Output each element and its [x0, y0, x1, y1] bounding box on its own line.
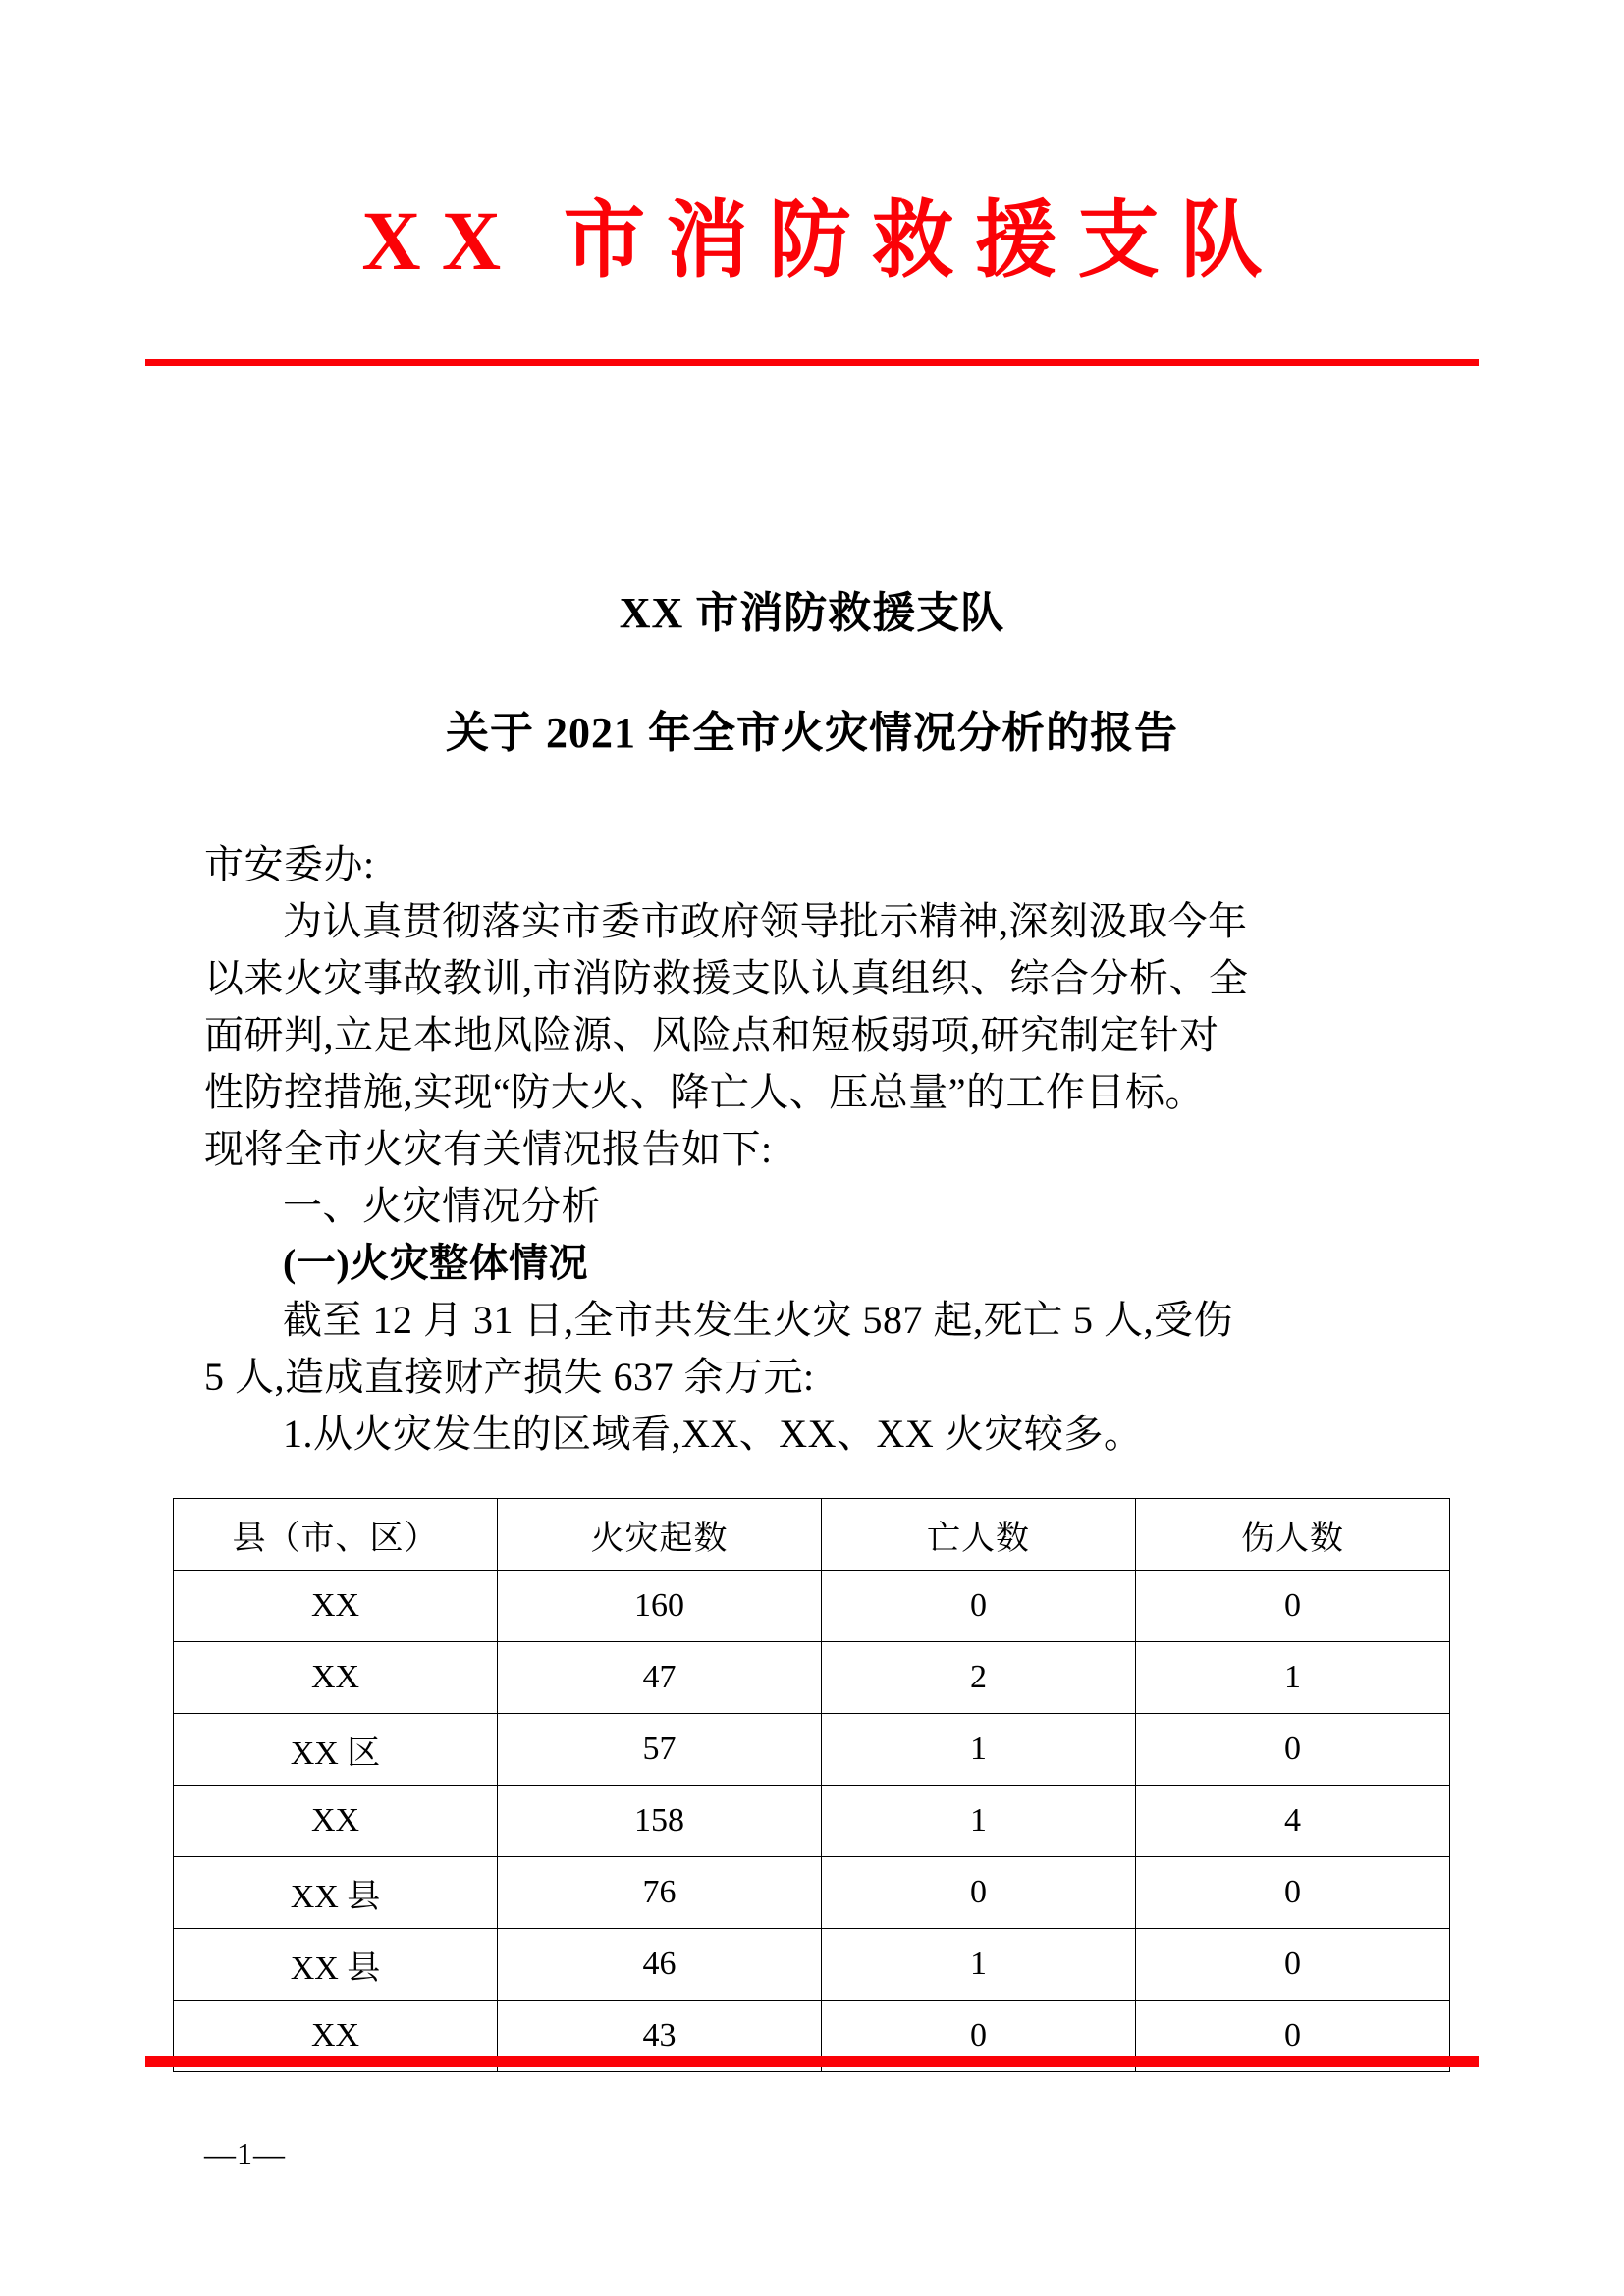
cell-region: XX 县	[174, 1857, 498, 1929]
cell-injuries: 0	[1136, 2001, 1450, 2072]
cell-fire-count: 46	[498, 1929, 822, 2001]
table-row	[174, 1857, 1450, 1929]
cell-fire-count: 76	[498, 1857, 822, 1929]
cell-deaths: 0	[822, 1857, 1136, 1929]
document-title-line-1: XX 市消防救援支队	[619, 589, 1005, 637]
table-row	[174, 1642, 1450, 1714]
table-header-row	[174, 1499, 1450, 1571]
table-row	[174, 1929, 1450, 2001]
cell-region: XX	[174, 2001, 498, 2072]
cell-injuries: 0	[1136, 1571, 1450, 1642]
cell-region: XX 县	[174, 1929, 498, 2001]
document-body	[204, 836, 1430, 1463]
cell-deaths: 1	[822, 1786, 1136, 1857]
footer-red-rule	[145, 2056, 1479, 2067]
masthead-title: XX 市消防救援支队	[361, 193, 1284, 288]
table-header-fire-count: 火灾起数	[498, 1499, 822, 1571]
table-header-region: 县（市、区）	[174, 1499, 498, 1571]
table-header-injuries: 伤人数	[1136, 1499, 1450, 1571]
cell-injuries: 1	[1136, 1642, 1450, 1714]
cell-region: XX 区	[174, 1714, 498, 1786]
masthead-red-rule	[145, 359, 1479, 366]
section-heading-1: 一、火灾情况分析	[283, 1184, 601, 1228]
table-row	[174, 1714, 1450, 1786]
paragraph1-line-2: 以来火灾事故教训,市消防救援支队认真组织、综合分析、全	[204, 956, 1249, 1000]
paragraph1-line-5: 现将全市火灾有关情况报告如下:	[204, 1127, 773, 1171]
cell-fire-count: 57	[498, 1714, 822, 1786]
page-number: —1—	[204, 2136, 286, 2171]
cell-deaths: 2	[822, 1642, 1136, 1714]
cell-fire-count: 160	[498, 1571, 822, 1642]
cell-fire-count: 43	[498, 2001, 822, 2072]
fire-statistics-table	[173, 1498, 1450, 2072]
paragraph1-line-3: 面研判,立足本地风险源、风险点和短板弱项,研究制定针对	[204, 1013, 1219, 1057]
table-row	[174, 1786, 1450, 1857]
cell-injuries: 0	[1136, 1857, 1450, 1929]
cell-fire-count: 158	[498, 1786, 822, 1857]
table-row	[174, 1571, 1450, 1642]
cell-region: XX	[174, 1786, 498, 1857]
paragraph2-line-1: 截至 12 月 31 日,全市共发生火灾 587 起,死亡 5 人,受伤	[283, 1298, 1233, 1342]
cell-injuries: 0	[1136, 1714, 1450, 1786]
salutation: 市安委办:	[204, 842, 375, 886]
cell-fire-count: 47	[498, 1642, 822, 1714]
cell-region: XX	[174, 1642, 498, 1714]
cell-deaths: 1	[822, 1929, 1136, 2001]
section-heading-2: (一)火灾整体情况	[283, 1241, 589, 1285]
masthead	[0, 192, 1624, 290]
cell-deaths: 1	[822, 1714, 1136, 1786]
cell-injuries: 0	[1136, 1929, 1450, 2001]
paragraph1-line-4: 性防控措施,实现“防大火、降亡人、压总量”的工作目标。	[204, 1070, 1206, 1114]
cell-region: XX	[174, 1571, 498, 1642]
cell-injuries: 4	[1136, 1786, 1450, 1857]
paragraph2-line-2: 5 人,造成直接财产损失 637 余万元:	[204, 1355, 815, 1399]
list-item-1: 1.从火灾发生的区域看,XX、XX、XX 火灾较多。	[283, 1412, 1144, 1456]
cell-deaths: 0	[822, 1571, 1136, 1642]
paragraph1-line-1: 为认真贯彻落实市委市政府领导批示精神,深刻汲取今年	[283, 899, 1248, 943]
cell-deaths: 0	[822, 2001, 1136, 2072]
document-title-line-2: 关于 2021 年全市火灾情况分析的报告	[446, 709, 1178, 757]
table-body	[174, 1571, 1450, 2072]
table-header-deaths: 亡人数	[822, 1499, 1136, 1571]
